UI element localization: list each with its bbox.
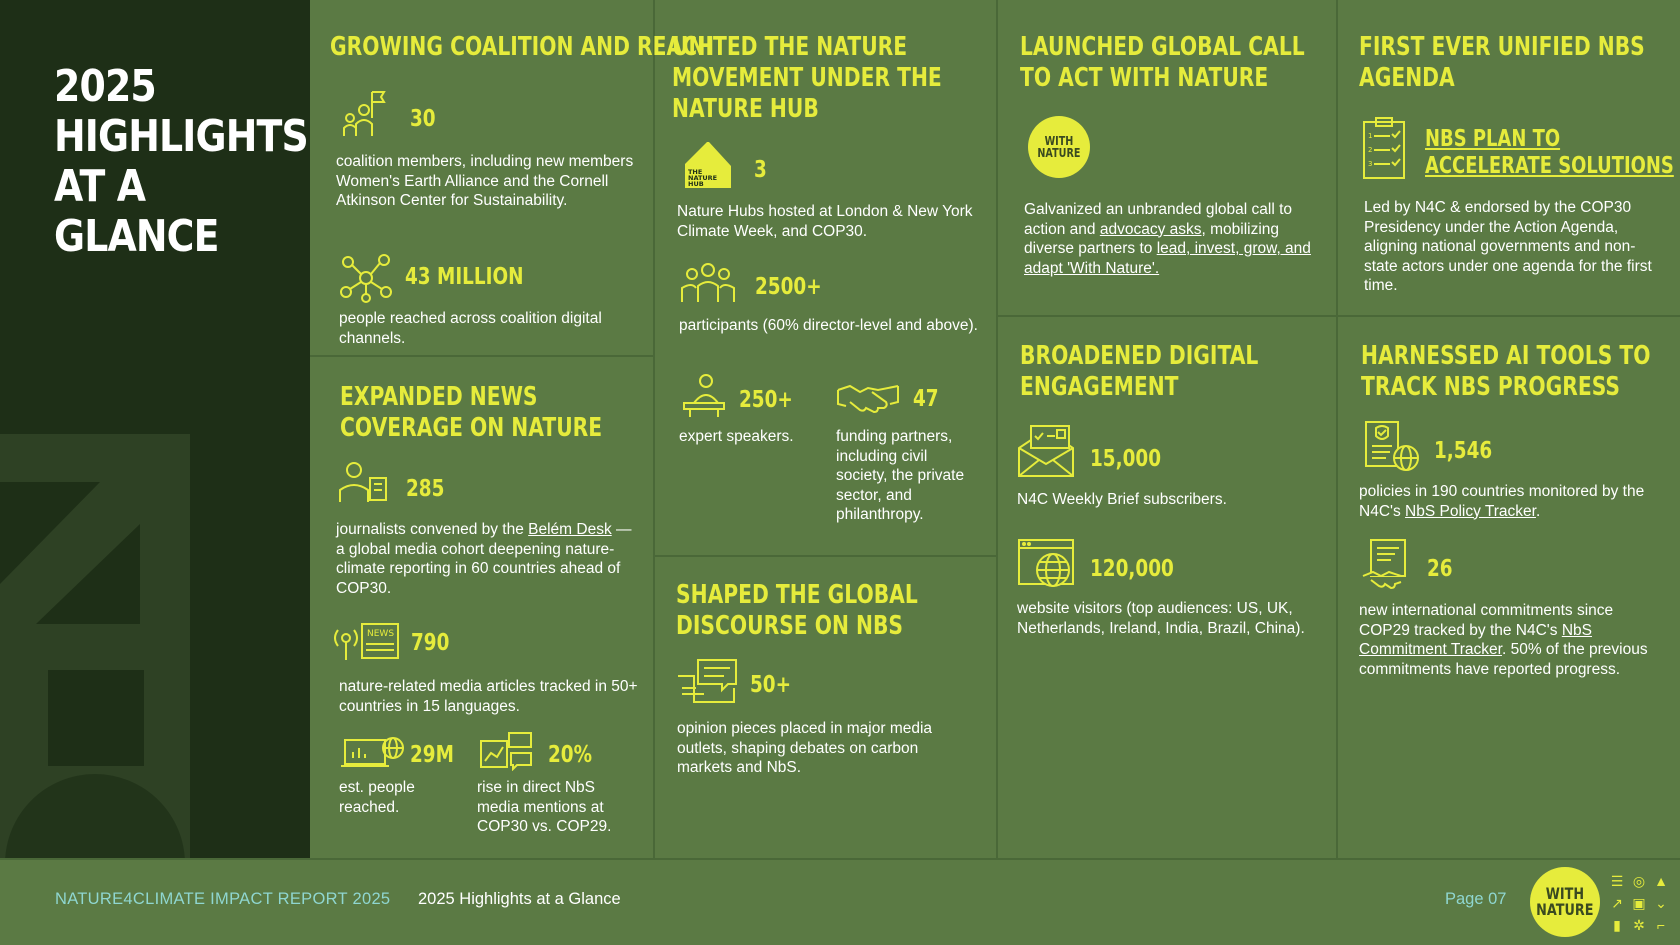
members-desc: coalition members, including new members Women's Earth Alliance and the Cornell Atkinson Center for Sustainability. — [336, 153, 634, 209]
visitors-value: 120,000 — [1090, 556, 1174, 582]
hubs-value: 3 — [754, 157, 767, 183]
email-newsletter-icon — [1017, 424, 1075, 478]
heading-line: TO ACT WITH NATURE — [1020, 63, 1269, 93]
policies-value: 1,546 — [1434, 438, 1493, 464]
people-reached-desc: est. people reached. — [339, 779, 415, 816]
funding-desc: funding partners, including civil society, the private sector, and philanthropy. — [836, 428, 965, 523]
news-broadcast-icon — [334, 620, 400, 662]
left-panel — [0, 0, 310, 858]
heading-line: EXPANDED NEWS — [340, 382, 538, 412]
title-line: AT A — [54, 161, 146, 212]
lead-invest-grow-link[interactable]: lead, invest, grow, and adapt 'With Nature'. — [1024, 240, 1311, 277]
heading-line: HARNESSED AI TOOLS TO — [1361, 341, 1651, 371]
belem-desk-link[interactable]: Belém Desk — [528, 521, 612, 538]
nature-hub-logo — [685, 142, 731, 188]
heading-line: MOVEMENT UNDER THE — [672, 63, 942, 93]
desc-text: new international commitments since COP29 tracked by the N4C's — [1359, 602, 1614, 639]
speakers-value: 250+ — [739, 387, 793, 413]
coalition-heading: GROWING COALITION AND REACH — [330, 32, 715, 62]
link-line[interactable]: NBS PLAN TO — [1425, 126, 1561, 152]
row-divider — [310, 355, 653, 357]
title-line: GLANCE — [54, 211, 219, 262]
website-globe-icon — [1017, 538, 1075, 590]
svg-text:NEWS: NEWS — [367, 629, 395, 639]
desc-text: — a global media cohort deepening nature-climate reporting in 60 countries ahead of COP30. — [336, 521, 632, 597]
checklist-clipboard-icon — [1362, 116, 1406, 180]
subscribers-desc: N4C Weekly Brief subscribers. — [1017, 491, 1227, 508]
page-title — [54, 61, 308, 262]
network-icon — [338, 252, 394, 304]
nbs-commitment-tracker-link[interactable]: NbS Commitment Tracker — [1359, 621, 1592, 658]
heading-line: TRACK NBS PROGRESS — [1361, 372, 1621, 402]
nbs-policy-tracker-link[interactable]: NbS Policy Tracker — [1405, 502, 1536, 520]
square-icon: ▣ — [1632, 894, 1646, 911]
heading-line: LAUNCHED GLOBAL CALL — [1020, 32, 1305, 62]
badge-text: NATURE — [1037, 146, 1081, 160]
laptop-globe-icon — [341, 736, 405, 770]
visitors-desc: website visitors (top audiences: US, UK, Netherlands, Ireland, India, Brazil, China). — [1017, 600, 1305, 637]
speech-bubbles-icon — [676, 658, 740, 704]
heading-line: BROADENED DIGITAL — [1020, 341, 1259, 371]
media-analytics-icon — [479, 731, 535, 771]
rise-desc: rise in direct NbS media mentions at COP30 vs. COP29. — [477, 779, 612, 835]
badge-text: WITH — [1044, 134, 1074, 148]
row-divider — [996, 315, 1680, 317]
news-heading — [340, 382, 602, 444]
subscribers-value: 15,000 — [1090, 446, 1162, 472]
ai-heading — [1361, 341, 1650, 403]
circle-icon: ◎ — [1632, 872, 1646, 889]
title-line: 2025 — [54, 61, 156, 112]
footer-with-nature-badge — [1530, 867, 1600, 937]
svg-text:THE: THE — [688, 168, 703, 176]
chevron-down-icon: ⌄ — [1655, 894, 1667, 911]
agenda-desc: Led by N4C & endorsed by the COP30 Presidency under the Action Agenda, aligning national governments and non-state actors under one agenda for the first time. — [1364, 199, 1652, 294]
desc-text: policies in 190 countries monitored by the N4C's — [1359, 483, 1645, 520]
person-flag-icon — [342, 88, 394, 142]
heading-line: NATURE HUB — [672, 94, 819, 124]
opinion-desc: opinion pieces placed in major media outlets, shaping debates on carbon markets and NbS. — [677, 720, 933, 776]
title-line: HIGHLIGHTS — [54, 111, 308, 162]
gear-icon: ✲ — [1633, 916, 1645, 933]
column-divider — [653, 0, 655, 858]
policies-desc — [1359, 482, 1659, 521]
svg-text:NATURE: NATURE — [688, 174, 718, 182]
heading-line: AGENDA — [1359, 63, 1455, 93]
desc-text: Galvanized an unbranded global call to action and — [1024, 201, 1292, 238]
members-value: 30 — [410, 106, 436, 132]
advocacy-asks-link[interactable]: advocacy asks — [1099, 220, 1202, 238]
arrow-up-right-icon: ↗ — [1611, 894, 1623, 911]
nbs-plan-link[interactable] — [1425, 126, 1674, 180]
heading-line: COVERAGE ON NATURE — [340, 413, 603, 443]
heading-line: SHAPED THE GLOBAL — [676, 580, 918, 610]
badge-text: WITH — [1545, 884, 1585, 903]
corner-icon: ⌐ — [1656, 917, 1666, 933]
decorative-arrow-graphic — [0, 434, 190, 858]
discourse-heading — [676, 580, 918, 642]
speaker-podium-icon — [680, 373, 728, 419]
column-divider — [1336, 0, 1338, 858]
heading-line: FIRST EVER UNIFIED NBS — [1359, 32, 1645, 62]
desc-text: , mobilizing diverse partners to — [1024, 220, 1280, 257]
svg-text:HUB: HUB — [688, 180, 704, 188]
rise-value: 20% — [548, 742, 593, 768]
call-heading — [1020, 32, 1305, 94]
column-divider — [996, 0, 998, 858]
reach-value: 43 MILLION — [405, 264, 524, 290]
section-title: 2025 Highlights at a Glance — [418, 890, 621, 908]
svg-text:3: 3 — [1368, 160, 1373, 168]
commitment-handshake-icon — [1361, 538, 1411, 592]
digital-heading — [1020, 341, 1258, 403]
articles-desc: nature-related media articles tracked in 50+ countries in 15 languages. — [339, 678, 638, 715]
commitments-desc — [1359, 601, 1659, 679]
desc-text: . — [1535, 502, 1541, 520]
link-line[interactable]: ACCELERATE SOLUTIONS — [1425, 153, 1674, 179]
journalists-value: 285 — [406, 476, 445, 502]
svg-text:1: 1 — [1368, 132, 1373, 140]
menu-lines-icon: ☰ — [1610, 872, 1624, 889]
badge-text: NATURE — [1536, 900, 1594, 919]
heading-line: DISCOURSE ON NBS — [676, 611, 904, 641]
group-people-icon — [678, 260, 738, 304]
agenda-heading — [1359, 32, 1645, 94]
handshake-icon — [836, 382, 900, 414]
svg-text:2: 2 — [1368, 146, 1373, 154]
funding-value: 47 — [913, 386, 939, 412]
participants-value: 2500+ — [755, 274, 822, 300]
policy-tracker-icon — [1364, 420, 1420, 472]
call-desc — [1024, 200, 1324, 278]
desc-text: journalists convened by the — [336, 521, 529, 538]
desc-text: . 50% of the previous commitments have reported progress. — [1359, 641, 1648, 678]
people-reached-value: 29M — [410, 742, 454, 768]
page-number: Page 07 — [1445, 890, 1507, 908]
with-nature-badge — [1028, 116, 1090, 178]
participants-desc: participants (60% director-level and above). — [679, 317, 978, 334]
commitments-value: 26 — [1427, 556, 1453, 582]
articles-value: 790 — [411, 630, 450, 656]
heading-line: UNITED THE NATURE — [672, 32, 908, 62]
report-title: NATURE4CLIMATE IMPACT REPORT 2025 — [55, 890, 391, 908]
bar-chart-icon: ▮ — [1613, 916, 1621, 933]
journalists-desc — [336, 520, 636, 598]
row-divider — [653, 555, 996, 557]
footer-icon-grid — [1606, 870, 1672, 936]
journalist-icon — [338, 460, 390, 504]
triangle-icon: ▲ — [1654, 873, 1668, 889]
reach-desc: people reached across coalition digital channels. — [339, 310, 602, 347]
opinion-value: 50+ — [750, 672, 792, 698]
hub-heading — [672, 32, 942, 125]
speakers-desc: expert speakers. — [679, 428, 794, 445]
heading-line: ENGAGEMENT — [1020, 372, 1179, 402]
footer — [0, 858, 1680, 945]
hubs-desc: Nature Hubs hosted at London & New York Climate Week, and COP30. — [677, 203, 973, 240]
